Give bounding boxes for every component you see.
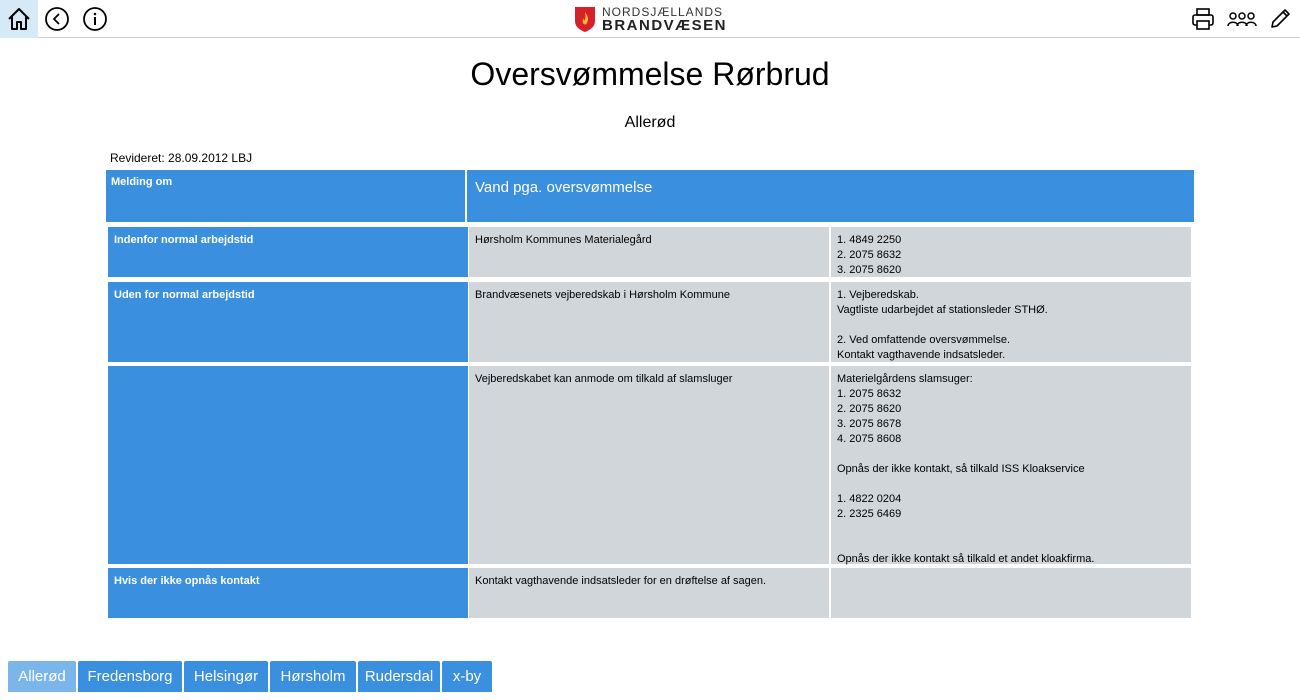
row-label: Hvis der ikke opnås kontakt bbox=[108, 568, 468, 618]
tab-horsholm[interactable]: Hørsholm bbox=[270, 661, 356, 692]
edit-button[interactable] bbox=[1266, 0, 1294, 38]
row-contact: Vejberedskabet kan anmode om tilkald af slamsluger bbox=[469, 366, 829, 564]
print-button[interactable] bbox=[1188, 0, 1218, 38]
top-toolbar bbox=[0, 0, 1300, 38]
municipality-tabs bbox=[8, 661, 494, 692]
pencil-icon bbox=[1268, 7, 1292, 31]
tab-x-by[interactable]: x-by bbox=[442, 661, 492, 692]
page-subtitle: Allerød bbox=[624, 114, 676, 131]
row-details: Materielgårdens slamsuger: 1. 2075 8632 2. 2075 8620 3. 2075 8678 4. 2075 8608 Opnås der ikke kontakt, så tilkald ISS Kloakservice 1. 4822 0204 2. 2325 6469 Opnås der ikke kontakt så tilkald et andet kloakfirma. bbox=[831, 366, 1191, 564]
brand-logo bbox=[574, 4, 727, 34]
row-label bbox=[108, 366, 468, 564]
tab-allerod[interactable]: Allerød bbox=[8, 661, 76, 692]
table-header-row bbox=[106, 170, 1194, 222]
logo-line1: NORDSJÆLLANDS bbox=[602, 5, 724, 19]
row-details bbox=[831, 568, 1191, 618]
info-button[interactable] bbox=[80, 0, 110, 38]
row-contact: Brandvæsenets vejberedskab i Hørsholm Kommune bbox=[469, 282, 829, 362]
back-icon bbox=[44, 6, 70, 32]
row-details: 1. Vejberedskab. Vagtliste udarbejdet af stationsleder STHØ. 2. Ved omfattende oversvømmelse. Kontakt vagthavende indsatsleder. bbox=[831, 282, 1191, 362]
tab-fredensborg[interactable]: Fredensborg bbox=[78, 661, 182, 692]
row-label: Indenfor normal arbejdstid bbox=[108, 227, 468, 277]
home-button[interactable] bbox=[0, 0, 38, 38]
logo-line2: BRANDVÆSEN bbox=[602, 17, 728, 34]
printer-icon bbox=[1190, 6, 1216, 32]
row-contact: Kontakt vagthavende indsatsleder for en drøftelse af sagen. bbox=[469, 568, 829, 618]
tab-rudersdal[interactable]: Rudersdal bbox=[358, 661, 440, 692]
flame-shield-icon bbox=[574, 5, 596, 33]
group-button[interactable] bbox=[1226, 0, 1258, 38]
row-label: Uden for normal arbejdstid bbox=[108, 282, 468, 362]
page-title: Oversvømmelse Rørbrud bbox=[470, 56, 830, 92]
info-icon bbox=[82, 6, 108, 32]
row-details: 1. 4849 2250 2. 2075 8632 3. 2075 8620 bbox=[831, 227, 1191, 277]
tab-helsingor[interactable]: Helsingør bbox=[184, 661, 268, 692]
revised-date: Revideret: 28.09.2012 LBJ bbox=[110, 151, 253, 165]
back-button[interactable] bbox=[42, 0, 72, 38]
header-value: Vand pga. oversvømmelse bbox=[475, 179, 653, 196]
header-label: Melding om bbox=[106, 170, 467, 222]
row-contact: Hørsholm Kommunes Materialegård bbox=[469, 227, 829, 277]
group-icon bbox=[1227, 7, 1257, 31]
home-icon bbox=[6, 6, 32, 32]
